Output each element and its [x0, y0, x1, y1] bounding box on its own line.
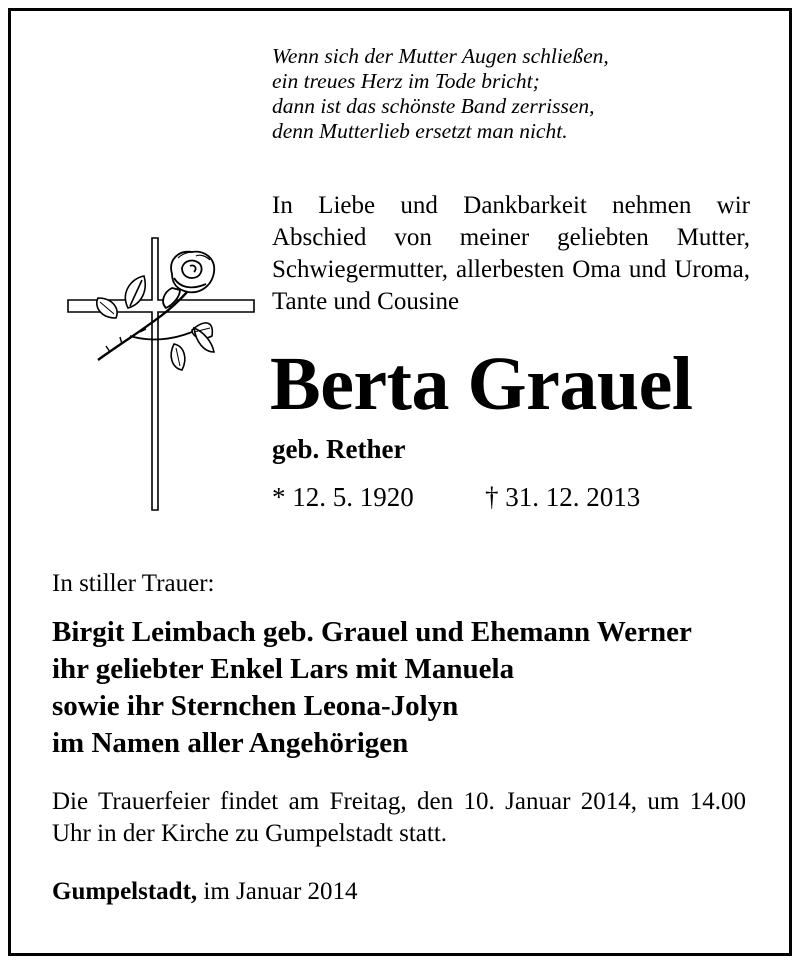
poem-line: Wenn sich der Mutter Augen schließen,	[272, 44, 609, 68]
intro-text: In Liebe und Dankbarkeit nehmen wir Abschied von meiner geliebten Mutter, Schwiegermutter, allerbesten Oma und Uroma, Tante und Cousine	[272, 192, 750, 315]
deceased-name: Berta Grauel	[270, 342, 693, 426]
service-info: Die Trauerfeier findet am Freitag, den 10. Januar 2014, um 14.00 Uhr in der Kirche zu Gumpelstadt statt.	[52, 788, 746, 847]
place-date	[52, 876, 358, 908]
maiden-name: geb. Rether	[272, 434, 406, 464]
mourner-line: Birgit Leimbach geb. Grauel und Ehemann Werner	[52, 616, 692, 648]
birth-date: * 12. 5. 1920	[272, 482, 414, 512]
cross-with-rose-icon	[60, 232, 260, 522]
poem	[272, 44, 609, 144]
death-date: † 31. 12. 2013	[485, 482, 641, 512]
poem-line: dann ist das schönste Band zerrissen,	[272, 94, 595, 118]
mourner-line: ihr geliebter Enkel Lars mit Manuela	[52, 653, 515, 685]
place-month: im Januar 2014	[203, 878, 358, 905]
place-town: Gumpelstadt,	[52, 878, 198, 905]
mourners-list	[52, 614, 692, 762]
mourner-line: sowie ihr Sternchen Leona-Jolyn	[52, 690, 459, 722]
poem-line: denn Mutterlieb ersetzt man nicht.	[272, 119, 568, 143]
mourning-label: In stiller Trauer:	[52, 570, 215, 597]
poem-line: ein treues Herz im Tode bricht;	[272, 69, 540, 93]
mourner-line: im Namen aller Angehörigen	[52, 727, 409, 759]
